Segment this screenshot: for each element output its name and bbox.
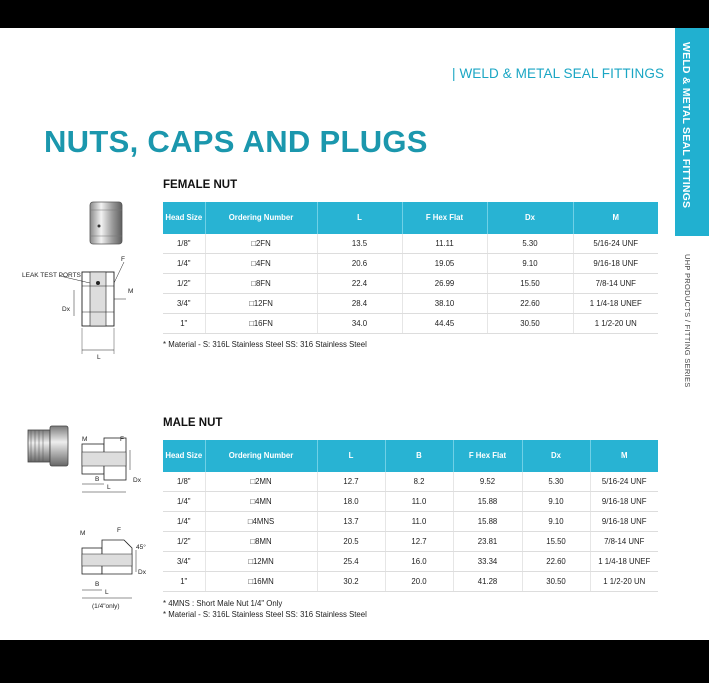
table-cell: 22.4 <box>317 274 402 294</box>
table-cell: 9/16-18 UNF <box>590 512 658 532</box>
female-nut-note: * Material - S: 316L Stainless Steel SS: 316 Stainless Steel <box>163 340 367 349</box>
table-cell: 26.99 <box>402 274 487 294</box>
table-cell: 9/16-18 UNF <box>573 254 658 274</box>
table-cell: □12FN <box>205 294 317 314</box>
table-row <box>163 512 658 532</box>
table-cell: 13.5 <box>317 234 402 254</box>
table-cell: 34.0 <box>317 314 402 334</box>
column-header: F Hex Flat <box>402 202 487 234</box>
table-cell: 20.0 <box>385 572 453 592</box>
female-nut-title: FEMALE NUT <box>163 179 238 191</box>
female-nut-table <box>163 202 658 334</box>
table-cell: 1/8" <box>163 234 205 254</box>
column-header: B <box>385 440 453 472</box>
table-row <box>163 314 658 334</box>
table-cell: 20.6 <box>317 254 402 274</box>
male-nut-table <box>163 440 658 592</box>
table-cell: 1/4" <box>163 254 205 274</box>
table-cell: 11.11 <box>402 234 487 254</box>
column-header: Ordering Number <box>205 202 317 234</box>
short-b-label: B <box>95 581 100 588</box>
table-cell: 7/8-14 UNF <box>590 532 658 552</box>
table-row <box>163 552 658 572</box>
table-row <box>163 572 658 592</box>
table-cell: 1/2" <box>163 274 205 294</box>
table-cell: 9.10 <box>522 512 590 532</box>
table-cell: □4FN <box>205 254 317 274</box>
table-cell: 5/16-24 UNF <box>573 234 658 254</box>
table-cell: 20.5 <box>317 532 385 552</box>
table-cell: 1/4" <box>163 512 205 532</box>
table-cell: 3/4" <box>163 552 205 572</box>
table-cell: 1/4" <box>163 492 205 512</box>
table-cell: 22.60 <box>487 294 573 314</box>
table-row <box>163 492 658 512</box>
short-male-nut-drawing <box>78 512 148 610</box>
side-sub-label: UHP PRODUCTS / FITTING SERIES <box>683 254 692 388</box>
table-cell: 15.50 <box>487 274 573 294</box>
table-cell: □16FN <box>205 314 317 334</box>
short-m-label: M <box>80 530 86 537</box>
male-nut-note-2: * Material - S: 316L Stainless Steel SS: 316 Stainless Steel <box>163 610 367 619</box>
male-b-label: B <box>95 476 100 483</box>
column-header: Dx <box>522 440 590 472</box>
table-cell: □2MN <box>205 472 317 492</box>
table-cell: 11.0 <box>385 512 453 532</box>
table-cell: 15.50 <box>522 532 590 552</box>
table-cell: 1 1/4-18 UNEF <box>573 294 658 314</box>
column-header: F Hex Flat <box>453 440 522 472</box>
table-cell: 1/8" <box>163 472 205 492</box>
male-nut-photo <box>22 424 72 468</box>
table-row <box>163 254 658 274</box>
column-header: Ordering Number <box>205 440 317 472</box>
table-cell: □2FN <box>205 234 317 254</box>
table-cell: 11.0 <box>385 492 453 512</box>
short-dx-label: Dx <box>138 569 146 576</box>
table-cell: □8MN <box>205 532 317 552</box>
f-label: F <box>121 256 125 263</box>
table-cell: 30.50 <box>487 314 573 334</box>
table-cell: 1 1/4-18 UNEF <box>590 552 658 572</box>
table-cell: 12.7 <box>317 472 385 492</box>
column-header: M <box>590 440 658 472</box>
male-nut-drawing <box>78 420 148 500</box>
table-cell: 19.05 <box>402 254 487 274</box>
table-cell: 15.88 <box>453 492 522 512</box>
female-nut-photo <box>84 198 128 248</box>
table-cell: 1 1/2-20 UN <box>590 572 658 592</box>
catalog-page <box>0 28 709 640</box>
male-m-label: M <box>82 436 88 443</box>
table-cell: □8FN <box>205 274 317 294</box>
table-row <box>163 532 658 552</box>
table-cell: 1" <box>163 572 205 592</box>
l-label: L <box>97 354 101 361</box>
side-tab-label: WELD & METAL SEAL FITTINGS <box>680 42 692 209</box>
column-header: Head Size <box>163 202 205 234</box>
table-cell: □4MNS <box>205 512 317 532</box>
table-cell: 3/4" <box>163 294 205 314</box>
short-l-label: L <box>105 589 109 596</box>
only-label: (1/4"only) <box>92 603 120 610</box>
table-cell: 13.7 <box>317 512 385 532</box>
table-cell: 16.0 <box>385 552 453 572</box>
male-dx-label: Dx <box>133 477 141 484</box>
table-cell: 1/2" <box>163 532 205 552</box>
short-f-label: F <box>117 527 121 534</box>
table-cell: 8.2 <box>385 472 453 492</box>
table-cell: 7/8-14 UNF <box>573 274 658 294</box>
bottom-bar <box>0 640 709 683</box>
table-row <box>163 234 658 254</box>
table-cell: 23.81 <box>453 532 522 552</box>
table-cell: 33.34 <box>453 552 522 572</box>
table-cell: 9.52 <box>453 472 522 492</box>
table-cell: 9/16-18 UNF <box>590 492 658 512</box>
table-cell: 1 1/2-20 UN <box>573 314 658 334</box>
m-label: M <box>128 288 134 295</box>
table-cell: 18.0 <box>317 492 385 512</box>
male-nut-note-1: * 4MNS : Short Male Nut 1/4" Only <box>163 599 283 608</box>
table-cell: 44.45 <box>402 314 487 334</box>
table-cell: 30.2 <box>317 572 385 592</box>
table-cell: 25.4 <box>317 552 385 572</box>
table-cell: 28.4 <box>317 294 402 314</box>
table-cell: 30.50 <box>522 572 590 592</box>
female-nut-drawing <box>60 254 142 366</box>
angle-label: 45° <box>136 544 146 551</box>
dx-label: Dx <box>62 306 70 313</box>
table-row <box>163 472 658 492</box>
table-cell: 38.10 <box>402 294 487 314</box>
table-cell: □12MN <box>205 552 317 572</box>
male-f-label: F <box>120 436 124 443</box>
column-header: M <box>573 202 658 234</box>
column-header: L <box>317 440 385 472</box>
leak-test-ports-label: LEAK TEST PORTS <box>22 272 81 279</box>
column-header: Dx <box>487 202 573 234</box>
table-cell: 5.30 <box>522 472 590 492</box>
table-cell: 5/16-24 UNF <box>590 472 658 492</box>
table-cell: 22.60 <box>522 552 590 572</box>
table-cell: 9.10 <box>487 254 573 274</box>
column-header: L <box>317 202 402 234</box>
table-header-row <box>163 440 658 472</box>
male-nut-title: MALE NUT <box>163 417 223 429</box>
page-title: NUTS, CAPS AND PLUGS <box>44 124 428 159</box>
table-cell: 5.30 <box>487 234 573 254</box>
table-cell: 1" <box>163 314 205 334</box>
table-cell: □4MN <box>205 492 317 512</box>
male-l-label: L <box>107 484 111 491</box>
table-cell: 12.7 <box>385 532 453 552</box>
table-header-row <box>163 202 658 234</box>
table-row <box>163 274 658 294</box>
column-header: Head Size <box>163 440 205 472</box>
table-cell: 41.28 <box>453 572 522 592</box>
table-cell: 15.88 <box>453 512 522 532</box>
table-cell: 9.10 <box>522 492 590 512</box>
table-cell: □16MN <box>205 572 317 592</box>
table-row <box>163 294 658 314</box>
section-header: | WELD & METAL SEAL FITTINGS <box>452 66 665 81</box>
